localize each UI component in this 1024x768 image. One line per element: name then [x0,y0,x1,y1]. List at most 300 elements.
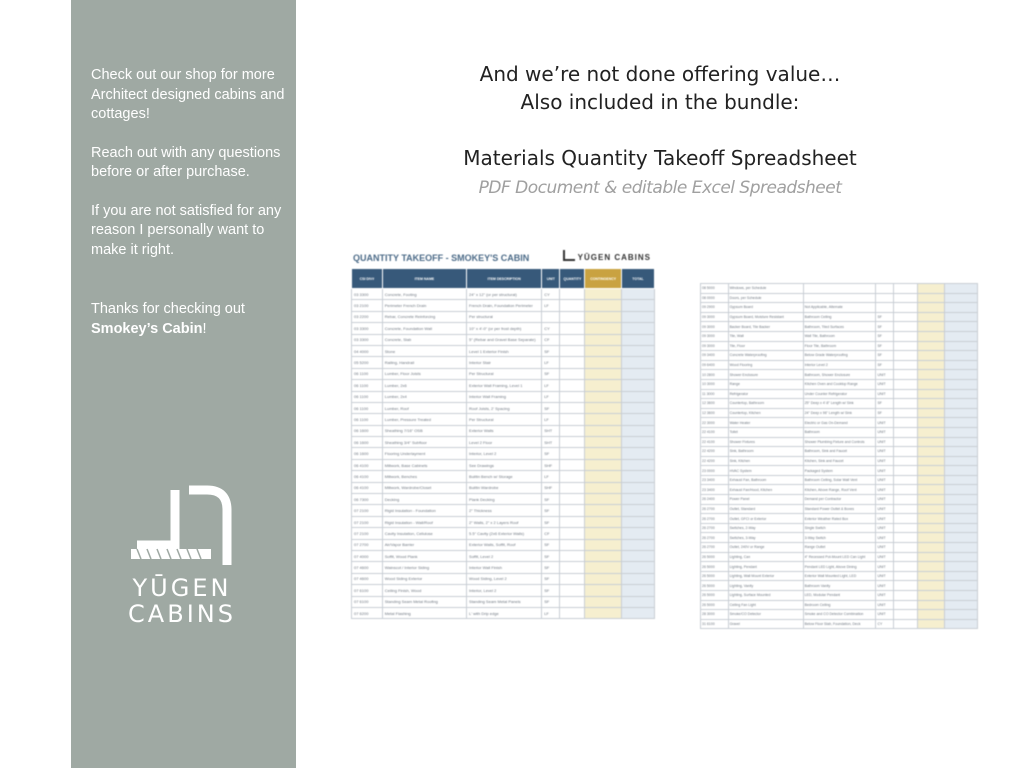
table-cell: 26 2700 [701,523,729,533]
table-cell [944,543,977,553]
table-cell: 26 5000 [701,571,729,581]
table-cell [944,466,977,476]
table-cell: 06 1100 [352,368,383,379]
table-cell: 09 2900 [701,303,729,313]
table-cell: 2" Thickness [467,505,542,516]
sheet-logo [563,250,651,262]
table-cell [918,485,944,495]
table-row [352,289,655,300]
table-cell: UNIT [876,562,894,572]
table-cell [918,303,944,313]
table-cell: Soffit, Level 2 [467,550,542,561]
table-cell: 23 0000 [701,466,729,476]
table-cell [894,533,918,543]
table-cell [918,514,944,524]
table-cell: UNIT [876,389,894,399]
table-cell: Railing, Handrail [382,357,466,368]
table-cell: 24" x 12" (or per structural) [467,289,542,300]
logo-word-yugen: YŪGEN [132,574,232,602]
table-cell [621,505,654,516]
table-cell: Tile, Wall [728,331,803,341]
table-cell [894,571,918,581]
table-cell: UNIT [876,552,894,562]
table-cell: Decking [382,494,466,505]
table-cell: Shower Plumbing Fixture and Controls [803,437,876,447]
table-cell [944,610,977,620]
table-cell [621,528,654,539]
table-cell: 07 4000 [352,550,383,561]
table-cell: Lighting, Wall Mount Exterior [728,571,803,581]
table-row [352,607,655,618]
table-cell [560,471,585,482]
table-cell: UNIT [876,456,894,466]
table-cell: SF [876,399,894,409]
table-cell: 03 2100 [352,300,383,311]
table-cell: 04 4000 [352,345,383,356]
table-cell [585,585,621,596]
table-cell [944,591,977,601]
table-cell [621,323,654,334]
table-cell [894,447,918,457]
table-cell [621,334,654,345]
table-row [701,331,978,341]
table-cell [894,360,918,370]
table-cell [918,619,944,629]
table-cell: 03 2200 [352,311,383,322]
table-cell [585,391,621,402]
table-row [352,550,655,561]
table-cell [918,600,944,610]
headline-line1: And we’re not done offering value… [479,62,841,86]
table-cell: Exterior Wall Framing, Level 1 [467,380,542,391]
table-cell: Lumber, Pressure Treated [382,414,466,425]
table-cell [894,303,918,313]
table-cell: 09 3400 [701,351,729,361]
table-cell [621,391,654,402]
table-cell [876,293,894,303]
table-cell [918,504,944,514]
table-cell [918,427,944,437]
table-cell: 07 2700 [352,539,383,550]
table-cell: Demand per Contractor [803,495,876,505]
table-row [352,414,655,425]
table-cell: SF [876,351,894,361]
table-cell [944,370,977,380]
table-cell [621,380,654,391]
table-cell: Roof Joists, 2' Spacing [467,402,542,413]
table-cell [918,533,944,543]
table-cell: 11 3000 [701,389,729,399]
table-cell: Kitchen Oven and Cooktop Range [803,379,876,389]
contact-text: Reach out with any questions before or after purchase. [91,144,281,180]
table-cell: SF [876,331,894,341]
table-cell: SF [876,408,894,418]
takeoff-table-2 [700,283,978,629]
table-row [701,418,978,428]
table-cell [560,391,585,402]
table-row [352,323,655,334]
table-cell [918,475,944,485]
table-cell: SF [542,402,560,413]
table-cell: Millwork, Benches [382,471,466,482]
table-cell: LED, Modular Pendant [803,591,876,601]
table-cell [944,351,977,361]
table-cell [944,360,977,370]
table-cell [585,471,621,482]
table-cell: 09 3000 [701,322,729,332]
table-cell: 3-Way Switch [803,533,876,543]
table-row [701,610,978,620]
table-cell: Lighting, Pendant [728,562,803,572]
table-cell [585,425,621,436]
table-cell: Kitchen, Above Range, Roof Vent [803,485,876,495]
table-cell [560,562,585,573]
thanks-text [91,300,286,339]
table-row [701,552,978,562]
table-cell [944,571,977,581]
table-cell: Shower Enclosure [728,370,803,380]
table-row [701,495,978,505]
table-cell: Smoke and CO Detector Combination [803,610,876,620]
table-cell: Range Outlet [803,543,876,553]
table-cell [944,485,977,495]
table-cell: UNIT [876,581,894,591]
table-cell [894,293,918,303]
table-cell: Gypsum Board [728,303,803,313]
table-cell: Packaged System [803,466,876,476]
table-cell: 06 1100 [352,380,383,391]
table-cell [585,289,621,300]
table-cell: 12 3600 [701,408,729,418]
table-row [701,312,978,322]
table-cell [621,414,654,425]
table-row [701,591,978,601]
table-cell [944,293,977,303]
table-cell [585,402,621,413]
table-cell: Refrigerator [728,389,803,399]
table-cell [560,607,585,618]
table-cell [560,437,585,448]
table-cell: Bathroom, Sink and Faucet [803,447,876,457]
table-cell: 09 3000 [701,341,729,351]
table-cell: Wainscot / Interior Siding [382,562,466,573]
table-cell [944,523,977,533]
table-row [352,539,655,550]
table-cell: 06 1600 [352,425,383,436]
table-cell: Single Switch [803,523,876,533]
column-header: ITEM NAME [382,269,466,289]
table-cell [585,539,621,550]
table-cell: Interior Wall Finish [467,562,542,573]
table-cell [560,323,585,334]
table-cell [560,414,585,425]
table-cell [944,619,977,629]
table-cell: Lumber, 2x6 [382,380,466,391]
table-cell: UNIT [876,437,894,447]
table-cell: 05 5200 [352,357,383,368]
table-cell [894,475,918,485]
table-row [701,379,978,389]
table-cell: 03 3300 [352,289,383,300]
table-cell [560,596,585,607]
table-cell: 10" x 4'-0" (or per frost depth) [467,323,542,334]
table-cell [918,293,944,303]
table-cell [585,448,621,459]
table-row [352,482,655,493]
table-cell: LF [542,380,560,391]
table-row [352,300,655,311]
thanks-post: ! [202,320,207,337]
table-cell: 03 3300 [352,323,383,334]
table-cell: UNIT [876,379,894,389]
table-cell: 10 2800 [701,370,729,380]
table-cell: UNIT [876,418,894,428]
table-cell: Cavity Insulation, Cellulose [382,528,466,539]
table-cell [894,341,918,351]
table-cell: HVAC System [728,466,803,476]
table-cell [918,437,944,447]
table-cell: Lumber, Roof [382,402,466,413]
table-cell: 22 3000 [701,418,729,428]
table-cell: Bathroom, Tiled Surfaces [803,322,876,332]
table-cell: 26 5000 [701,552,729,562]
table-cell: UNIT [876,543,894,553]
table-cell [876,284,894,294]
table-cell: Standing Seam Metal Panels [467,596,542,607]
table-cell: Sheathing 3/4" Subfloor [382,437,466,448]
table-row [352,311,655,322]
table-cell: Not Applicable, Alternate [803,303,876,313]
table-cell: SF [542,596,560,607]
table-cell: SF [876,341,894,351]
table-cell [621,607,654,618]
table-cell: Windows, per Schedule [728,284,803,294]
table-cell: 07 4600 [352,562,383,573]
table-cell: French Drain, Foundation Perimeter [467,300,542,311]
table-cell [894,437,918,447]
table-cell [918,379,944,389]
table-cell [918,370,944,380]
table-cell [621,368,654,379]
table-row [352,459,655,470]
table-cell: Range [728,379,803,389]
spreadsheet-preview-2 [700,283,978,683]
table-cell: Backer Board, Tile Backer [728,322,803,332]
table-cell [918,418,944,428]
table-row [352,596,655,607]
table-row [701,571,978,581]
table-cell: CY [542,323,560,334]
table-cell [585,345,621,356]
table-cell: Gravel [728,619,803,629]
sheet-title: QUANTITY TAKEOFF - SMOKEY'S CABIN [353,253,530,263]
table-cell: SF [542,550,560,561]
table-cell [803,293,876,303]
table-row [701,485,978,495]
table-cell: Exterior Walls [467,425,542,436]
table-cell [585,607,621,618]
table-cell [585,334,621,345]
table-cell: SF [876,322,894,332]
table-row [352,505,655,516]
table-cell: Per Structural [467,414,542,425]
table-cell: CF [542,528,560,539]
table-cell [894,427,918,437]
table-cell: Below Grade Waterproofing [803,351,876,361]
table-cell [585,573,621,584]
table-cell [876,303,894,313]
table-cell: Exhaust Fan, Bathroom [728,475,803,485]
table-cell [894,379,918,389]
table-cell: Below Floor Slab, Foundation, Deck [803,619,876,629]
table-cell [944,408,977,418]
table-cell [621,550,654,561]
table-cell: Flooring Underlayment [382,448,466,459]
table-cell [560,505,585,516]
table-cell [944,437,977,447]
table-cell [894,312,918,322]
table-cell [621,539,654,550]
table-cell [621,289,654,300]
table-cell [918,389,944,399]
table-cell: 31 6100 [701,619,729,629]
table-cell: Per Structural [467,368,542,379]
column-header: TOTAL [621,269,654,289]
table-cell [894,591,918,601]
table-cell: SF [542,539,560,550]
table-cell: Builtin Bench w/ Storage [467,471,542,482]
table-cell: 26 2700 [701,533,729,543]
table-cell: Rigid Insulation - Wall/Roof [382,516,466,527]
table-cell: SHT [542,437,560,448]
table-row [352,528,655,539]
table-cell [918,331,944,341]
table-row [352,402,655,413]
table-cell: 28 3000 [701,610,729,620]
table-cell: 09 3000 [701,312,729,322]
table-cell [560,459,585,470]
table-cell: 09 6400 [701,360,729,370]
table-cell [894,543,918,553]
table-cell: 26 2400 [701,495,729,505]
table-cell [918,610,944,620]
table-row [701,427,978,437]
table-cell: 08 5000 [701,284,729,294]
table-cell [894,523,918,533]
table-cell: 07 6100 [352,585,383,596]
table-cell: 26 5000 [701,600,729,610]
table-cell: SF [542,505,560,516]
table-cell [944,284,977,294]
table-cell [585,550,621,561]
table-cell: UNIT [876,591,894,601]
table-cell: 08 0000 [701,293,729,303]
column-header: CONTINGENCY [585,269,621,289]
table-cell: LF [542,300,560,311]
table-cell [944,562,977,572]
table-cell [803,284,876,294]
takeoff-table-1 [351,268,655,619]
table-row [352,437,655,448]
table-cell [560,357,585,368]
headline-line2: Also included in the bundle: [520,90,800,114]
table-cell: Bedroom Ceiling [803,600,876,610]
table-cell: UNIT [876,495,894,505]
guarantee-text: If you are not satisfied for any reason I personally want to make it right. [91,202,282,258]
table-cell [918,322,944,332]
table-cell: Outlet, 240V or Range [728,543,803,553]
column-header: QUANTITY [560,269,585,289]
table-row [701,360,978,370]
table-cell: LF [542,414,560,425]
table-cell [894,562,918,572]
table-cell [944,504,977,514]
table-cell [585,414,621,425]
table-cell [944,322,977,332]
table-cell [894,619,918,629]
table-cell: UNIT [876,370,894,380]
table-cell: Exterior Wall Mounted Light, LED [803,571,876,581]
table-cell: UNIT [876,466,894,476]
table-cell: Perimeter French Drain [382,300,466,311]
table-cell [918,399,944,409]
table-cell [918,447,944,457]
table-cell [560,585,585,596]
table-cell [560,300,585,311]
table-cell: CY [876,619,894,629]
table-cell: Under Counter Refrigerator [803,389,876,399]
table-cell: 26 5000 [701,581,729,591]
table-cell [918,284,944,294]
column-header: ITEM DESCRIPTION [467,269,542,289]
table-cell: 03 3300 [352,334,383,345]
table-row [701,619,978,629]
table-cell [918,351,944,361]
table-cell: 22 4200 [701,447,729,457]
table-cell: Shower Fixtures [728,437,803,447]
table-cell: 06 1600 [352,448,383,459]
table-cell: 26 2700 [701,514,729,524]
table-cell [894,552,918,562]
table-row [701,562,978,572]
table-cell [621,437,654,448]
table-cell [944,581,977,591]
table-cell: 26 2700 [701,543,729,553]
table-cell [894,284,918,294]
table-cell [585,459,621,470]
spreadsheet-preview-1 [351,246,655,688]
table-cell [542,311,560,322]
table-cell: 07 2100 [352,505,383,516]
table-cell: Air/Vapor Barrier [382,539,466,550]
table-cell: Interior Wall Framing [467,391,542,402]
table-cell: 06 1100 [352,414,383,425]
table-cell [621,311,654,322]
table-cell: Bathroom Ceiling, Solar Wall Vent [803,475,876,485]
table-cell [944,600,977,610]
table-cell: 07 2100 [352,528,383,539]
table-cell [621,448,654,459]
product-title: Materials Quantity Takeoff Spreadsheet [463,146,857,170]
table-cell: 06 7300 [352,494,383,505]
table-cell: Lighting, Vanity [728,581,803,591]
table-row [701,399,978,409]
table-cell: SF [542,494,560,505]
sidebar-panel [71,0,296,768]
table-cell: Soffit, Wood Plank [382,550,466,561]
table-cell: Smoke/CO Detector [728,610,803,620]
table-cell [944,552,977,562]
